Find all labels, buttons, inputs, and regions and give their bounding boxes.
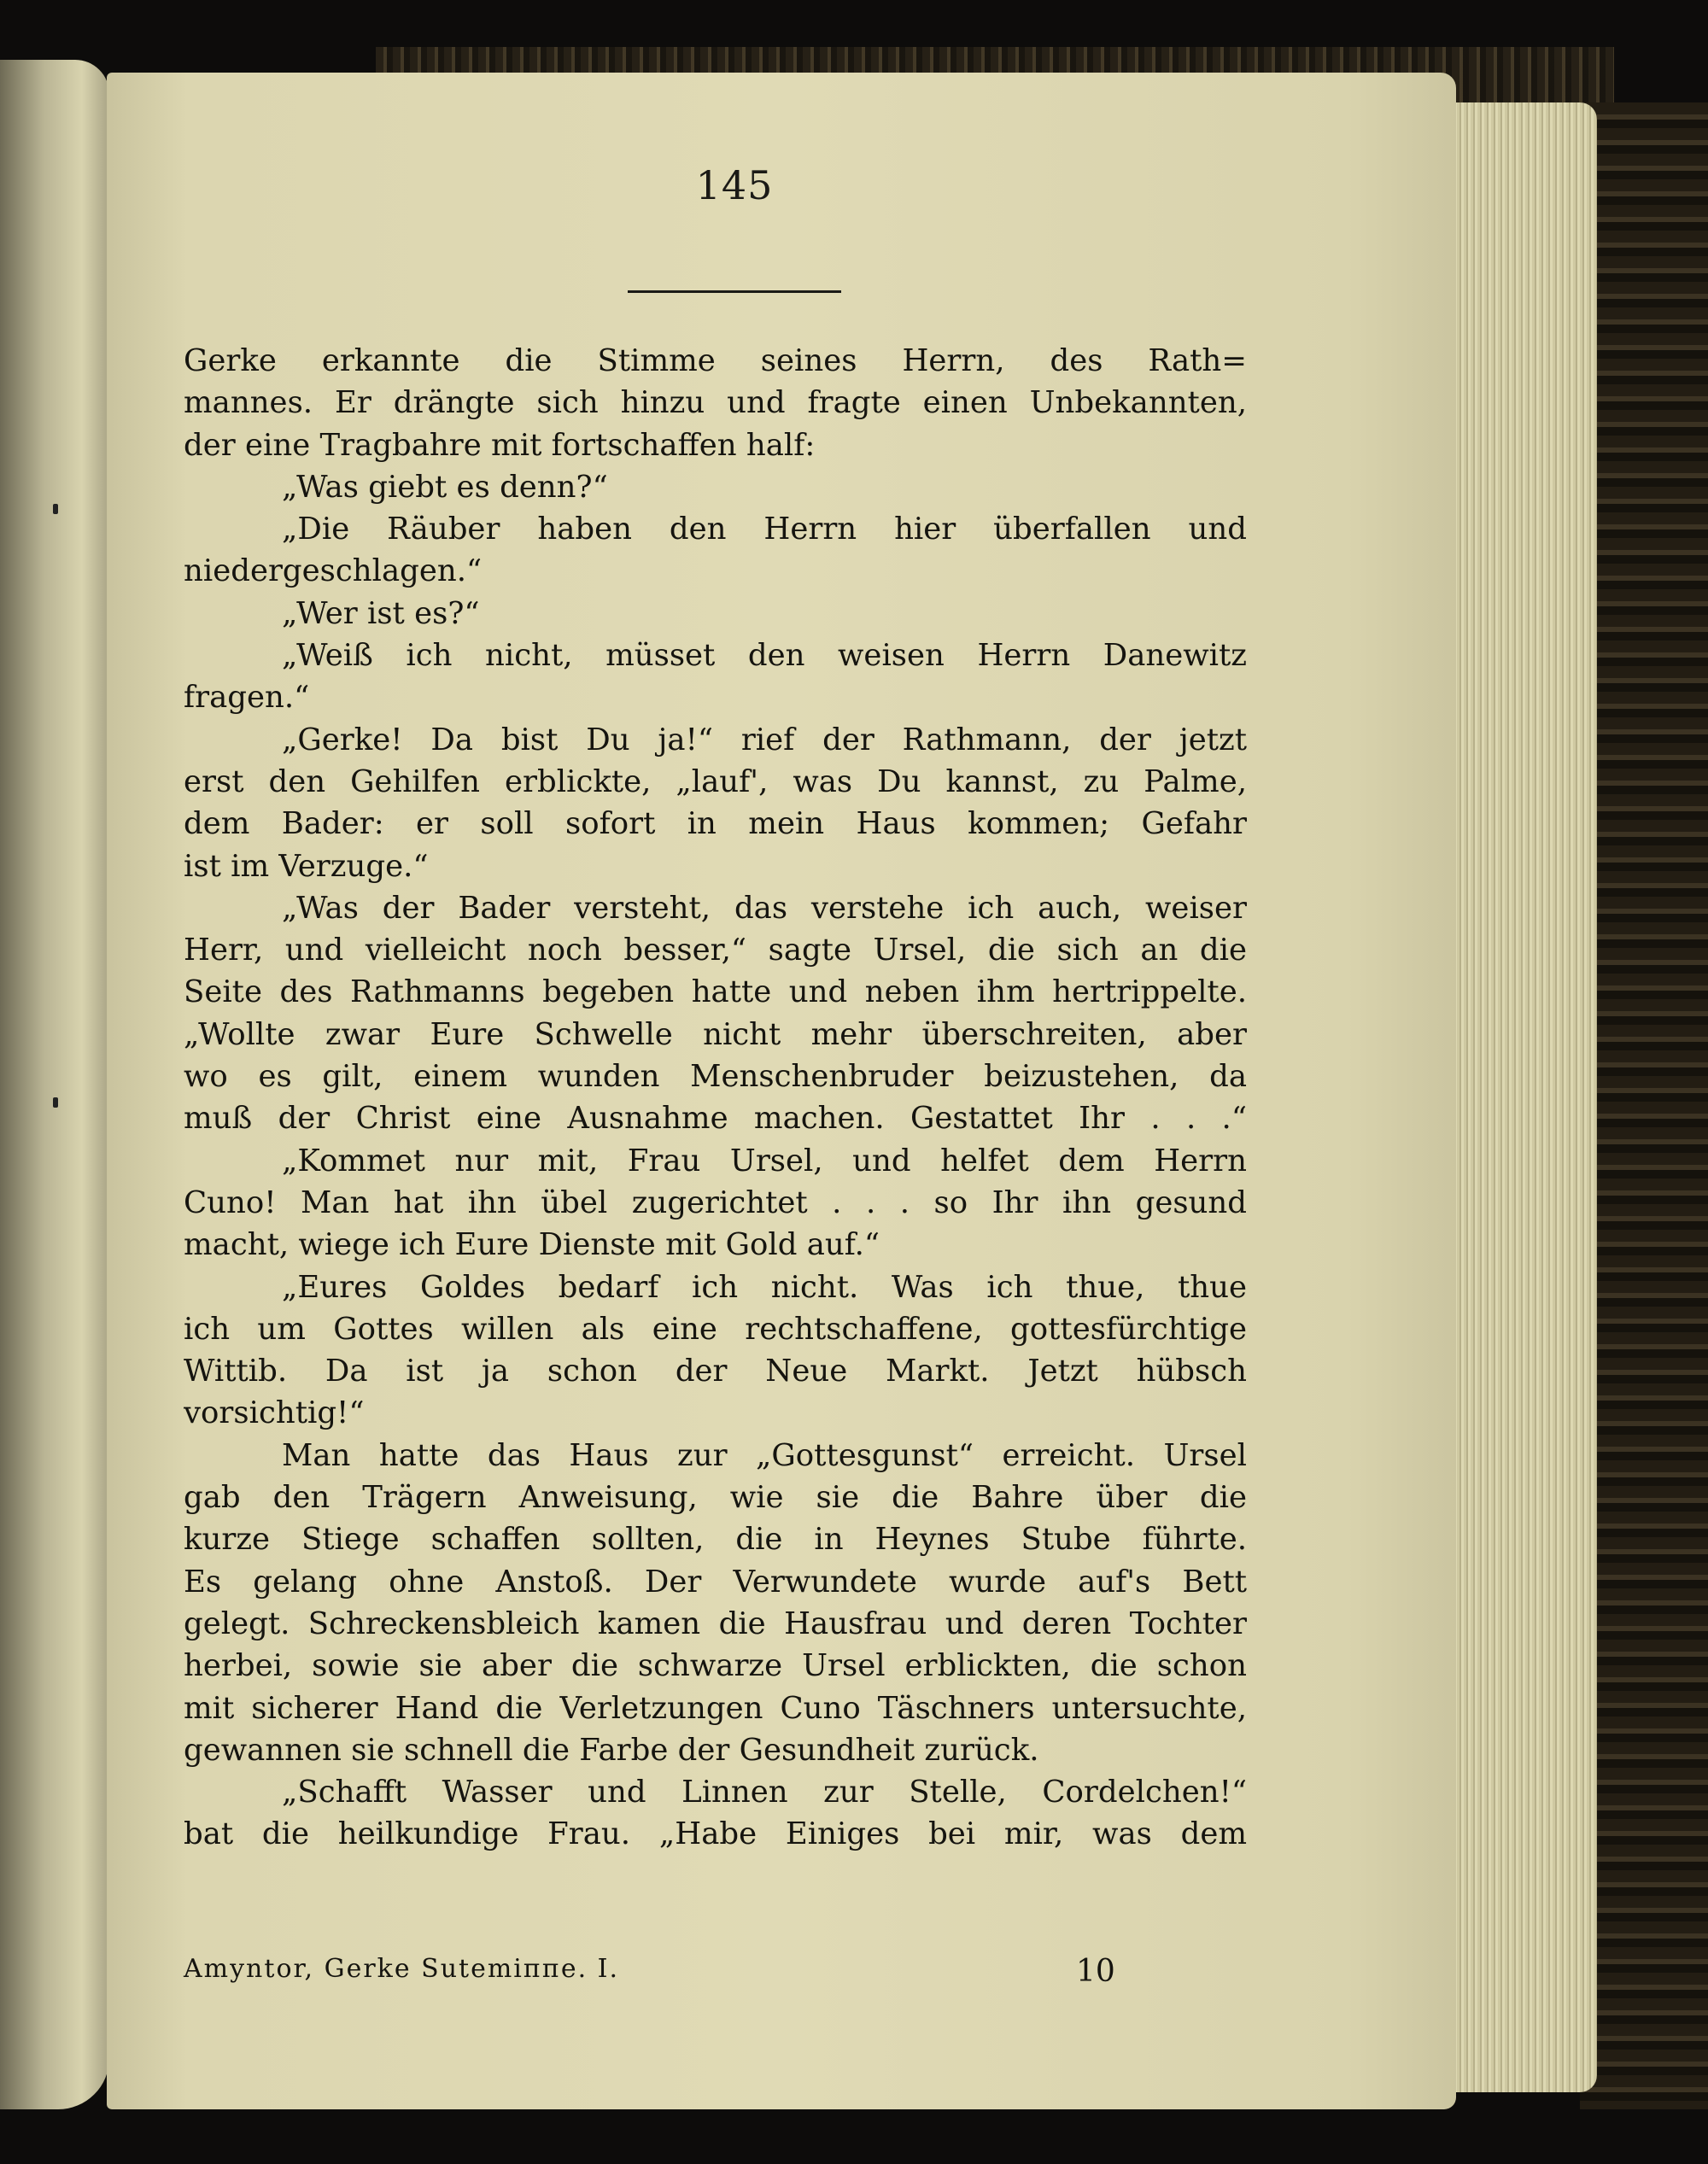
text-line: herbei, sowie sie aber die schwarze Ursel erblickten, die schon	[184, 1648, 1247, 1684]
text-line: niedergeschlagen.“	[184, 553, 483, 589]
text-line: „Was der Bader versteht, das verstehe ich auch, weiser	[282, 890, 1247, 926]
text-line: „Kommet nur mit, Frau Ursel, und helfet dem Herrn	[282, 1143, 1247, 1179]
text-line: „Weiß ich nicht, müsset den weisen Herrn Danewitz	[282, 638, 1247, 674]
text-line: gelegt. Schreckensbleich kamen die Hausfrau und deren Tochter	[184, 1605, 1247, 1641]
text-line: ist im Verzuge.“	[184, 848, 429, 884]
text-line: vorsichtig!“	[184, 1395, 365, 1431]
footer-sheet-number: 10	[1076, 1954, 1115, 1989]
text-line: „Eures Goldes bedarf ich nicht. Was ich thue, thue	[282, 1269, 1247, 1305]
text-line: kurze Stiege schaffen sollten, die in Heynes Stube führte.	[184, 1522, 1247, 1558]
text-line: Es gelang ohne Anstoß. Der Verwundete wurde auf's Bett	[184, 1564, 1247, 1600]
text-line: „Was giebt es denn?“	[282, 469, 608, 505]
text-line: wo es gilt, einem wunden Menschenbruder beizustehen, da	[184, 1059, 1247, 1095]
text-line: der eine Tragbahre mit fortschaffen half:	[184, 427, 816, 463]
page-stack-edge	[1443, 102, 1597, 2092]
text-line: mannes. Er drängte sich hinzu und fragte einen Unbekannten,	[184, 385, 1247, 421]
page-footer	[184, 1954, 1247, 1997]
text-line: „Wer ist es?“	[282, 595, 480, 631]
text-line: fragen.“	[184, 680, 310, 716]
margin-mark	[53, 504, 58, 514]
text-line: bat die heilkundige Frau. „Habe Einiges bei mir, was dem	[184, 1816, 1247, 1852]
text-line: macht, wiege ich Eure Dienste mit Gold auf.“	[184, 1227, 880, 1263]
text-line: mit sicherer Hand die Verletzungen Cuno Täschners untersuchte,	[184, 1690, 1247, 1726]
text-line: gewannen sie schnell die Farbe der Gesundheit zurück.	[184, 1732, 1039, 1768]
text-line: „Gerke! Da bist Du ja!“ rief der Rathmann, der jetzt	[282, 722, 1247, 757]
text-line: Wittib. Da ist ja schon der Neue Markt. Jetzt hübsch	[184, 1354, 1247, 1389]
left-page-edge	[0, 60, 109, 2109]
margin-mark	[53, 1097, 58, 1108]
text-line: Cuno! Man hat ihn übel zugerichtet . . . so Ihr ihn gesund	[184, 1184, 1247, 1220]
text-line: Seite des Rathmanns begeben hatte und neben ihm hertrippelte.	[184, 974, 1247, 1010]
text-line: gab den Trägern Anweisung, wie sie die Bahre über die	[184, 1480, 1247, 1516]
text-line: Herr, und vielleicht noch besser,“ sagte Ursel, die sich an die	[184, 933, 1247, 968]
text-line: dem Bader: er soll sofort in mein Haus kommen; Gefahr	[184, 806, 1247, 842]
text-line: muß der Christ eine Ausnahme machen. Gestattet Ihr . . .“	[184, 1101, 1247, 1137]
text-line: Man hatte das Haus zur „Gottesgunst“ erreicht. Ursel	[282, 1437, 1247, 1473]
text-line: erst den Gehilfen erblickte, „lauf', was Du kannst, zu Palme,	[184, 763, 1247, 799]
book-binding-right	[1580, 102, 1708, 2109]
text-line: ich um Gottes willen als eine rechtschaffene, gottesfürchtige	[184, 1311, 1247, 1347]
text-line: Gerke erkannte die Stimme seines Herrn, des Rath=	[184, 343, 1247, 378]
text-line: „Wollte zwar Eure Schwelle nicht mehr überschreiten, aber	[184, 1016, 1247, 1052]
body-text	[184, 340, 1247, 1856]
header-rule	[628, 290, 841, 293]
text-line: „Die Räuber haben den Herrn hier überfallen und	[282, 512, 1247, 547]
page-number: 145	[695, 162, 774, 208]
footer-signature: Amyntor, Gerke Sutemiппe. I.	[184, 1954, 620, 1984]
text-line: „Schafft Wasser und Linnen zur Stelle, Cordelchen!“	[282, 1775, 1247, 1810]
